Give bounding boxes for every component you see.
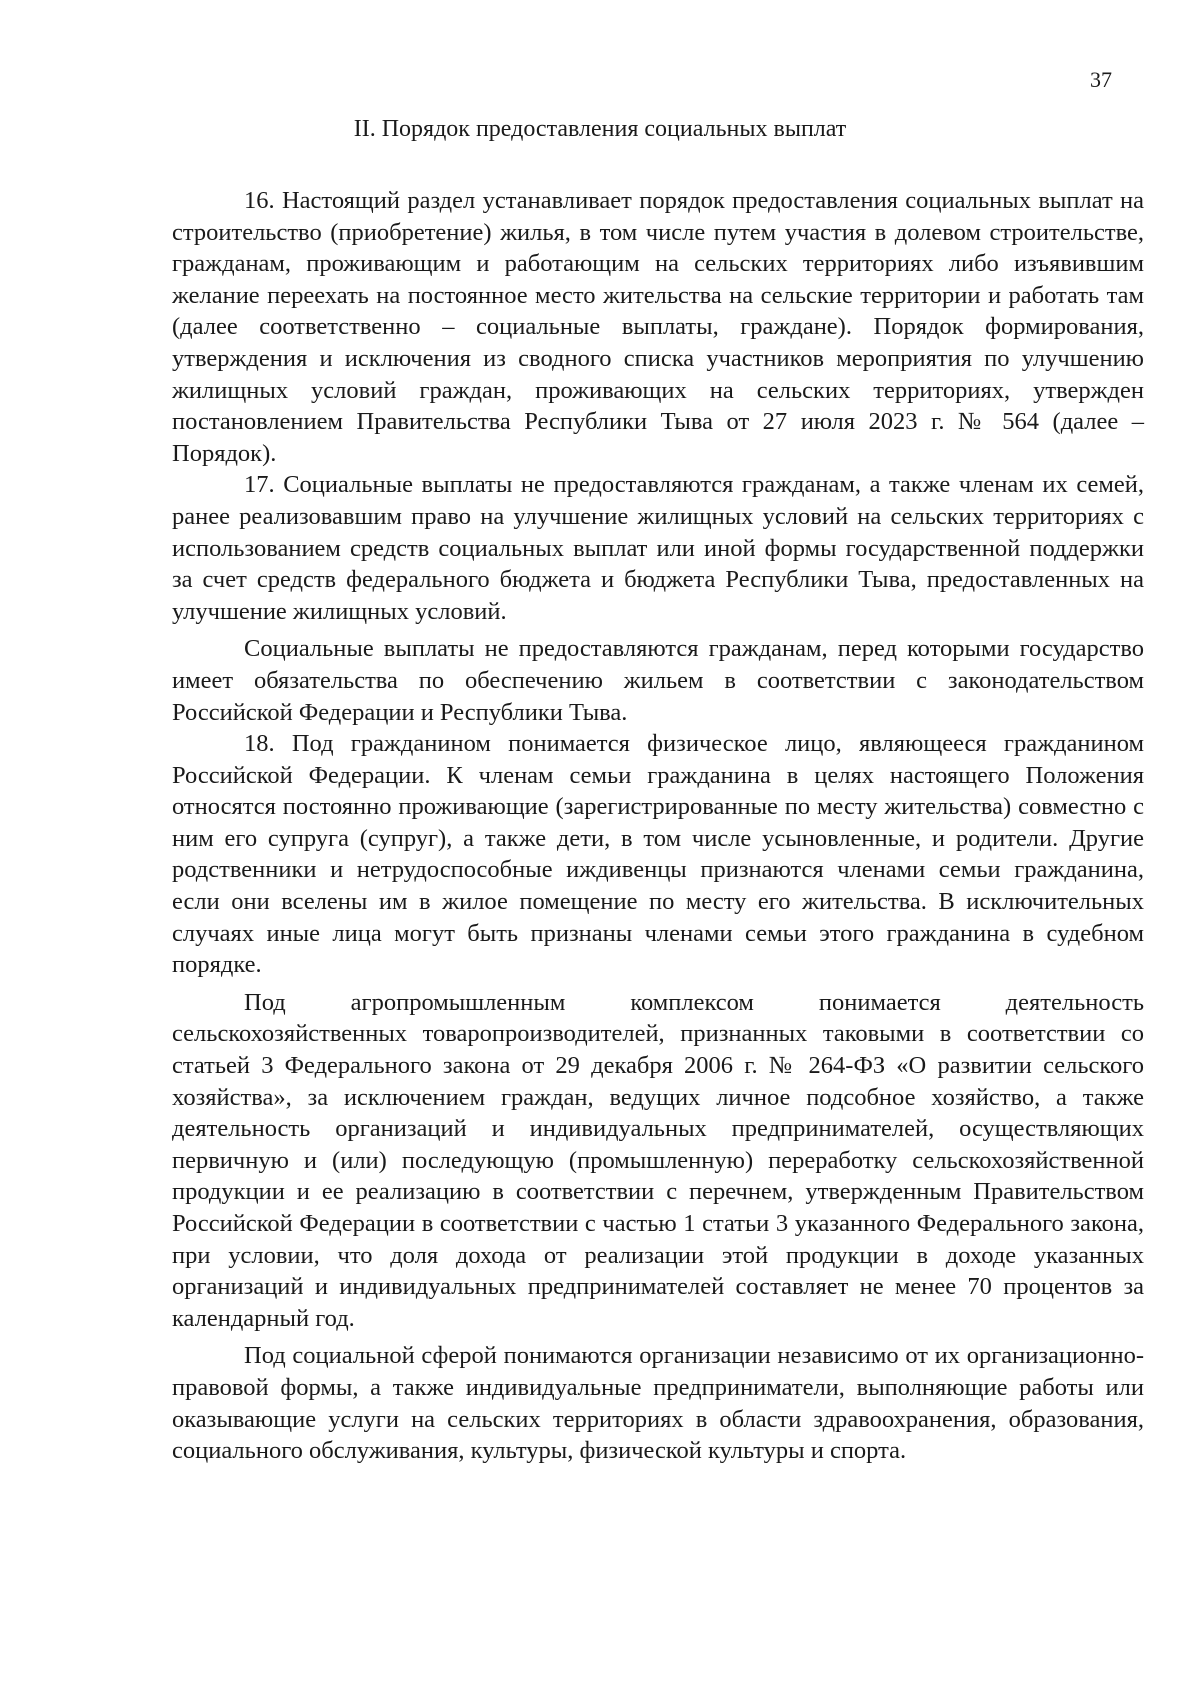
body-text xyxy=(172,185,1144,1467)
paragraph-17: 17. Социальные выплаты не предоставляются гражданам, а также членам их семей, ранее реализовавшим право на улучшение жилищных условий на сельских территориях с использованием средств социальных выплат или иной формы государственной поддержки за счет средств федерального бюджета и бюджета Республики Тыва, предоставленных на улучшение жилищных условий. xyxy=(172,471,1144,625)
paragraph-16: 16. Настоящий раздел устанавливает порядок предоставления социальных выплат на строительство (приобретение) жилья, в том числе путем участия в долевом строительстве, гражданам, проживающим и работающим на сельских территориях либо изъявившим желание переехать на постоянное место жительства на сельские территории и работать там (далее соответственно – социальные выплаты, граждане). Порядок формирования, утверждения и исключения из сводного списка участников мероприятия по улучшению жилищных условий граждан, проживающих на сельских территориях, утвержден постановлением Правительства Республики Тыва от 27 июля 2023 г. № 564 (далее – Порядок). xyxy=(172,187,1144,467)
section-title: II. Порядок предоставления социальных выплат xyxy=(353,116,847,142)
paragraph-social-sphere: Под социальной сферой понимаются организации независимо от их организационно-правовой формы, а также индивидуальные предприниматели, выполняющие работы или оказывающие услуги на сельских территориях в области здравоохранения, образования, социального обслуживания, культуры, физической культуры и спорта. xyxy=(172,1342,1144,1465)
paragraph-17-continuation: Социальные выплаты не предоставляются гражданам, перед которыми государство имеет обязательства по обеспечению жильем в соответствии с законодательством Российской Федерации и Республики Тыва. xyxy=(172,635,1144,726)
paragraph-18: 18. Под гражданином понимается физическое лицо, являющееся гражданином Российской Федерации. К членам семьи гражданина в целях настоящего Положения относятся постоянно проживающие (зарегистрированные по месту жительства) совместно с ним его супруга (супруг), а также дети, в том числе усыновленные, и родители. Другие родственники и нетрудоспособные иждивенцы признаются членами семьи гражданина, если они вселены им в жилое помещение по месту его жительства. В исключительных случаях иные лица могут быть признаны членами семьи этого гражданина в судебном порядке. xyxy=(172,730,1144,979)
page-number: 37 xyxy=(1090,67,1112,92)
paragraph-agro-complex: Под агропромышленным комплексом понимается деятельность сельскохозяйственных товаропроизводителей, признанных таковыми в соответствии со статьей 3 Федерального закона от 29 декабря 2006 г. № 264-ФЗ «О развитии сельского хозяйства», за исключением граждан, ведущих личное подсобное хозяйство, а также деятельность организаций и индивидуальных предпринимателей, осуществляющих первичную и (или) последующую (промышленную) переработку сельскохозяйственной продукции и ее реализацию в соответствии с перечнем, утвержденным Правительством Российской Федерации в соответствии с частью 1 статьи 3 указанного Федерального закона, при условии, что доля дохода от реализации этой продукции в доходе указанных организаций и индивидуальных предпринимателей составляет не менее 70 процентов за календарный год. xyxy=(172,988,1144,1332)
